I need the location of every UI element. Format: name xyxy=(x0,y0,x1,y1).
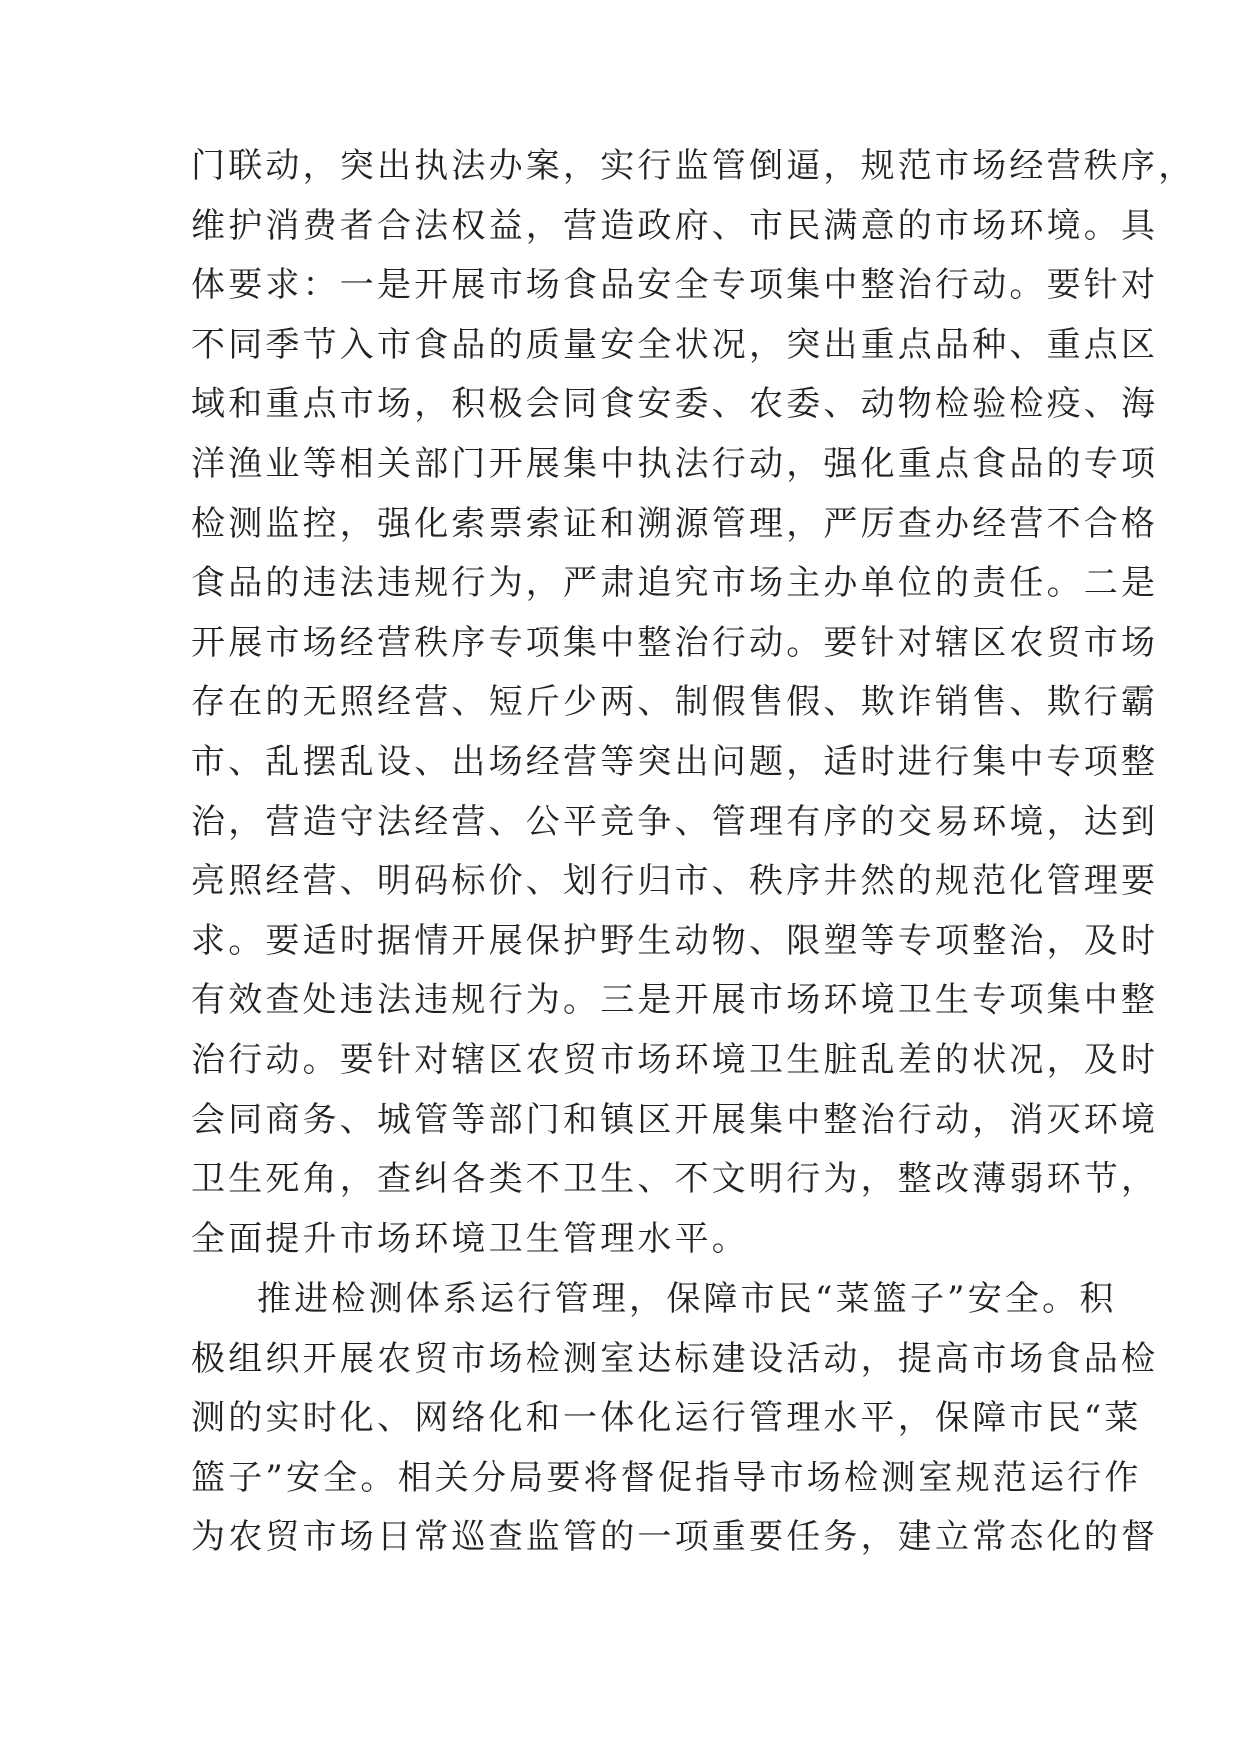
text-line: 市、乱摆乱设、出场经营等突出问题，适时进行集中专项整 xyxy=(191,741,1159,782)
text-line: 全面提升市场环境卫生管理水平。 xyxy=(191,1218,749,1259)
text-line: 有效查处违法违规行为。三是开展市场环境卫生专项集中整 xyxy=(191,980,1159,1021)
text-line: 会同商务、城管等部门和镇区开展集中整治行动，消灭环境 xyxy=(191,1099,1159,1140)
text-line: 为农贸市场日常巡查监管的一项重要任务，建立常态化的督 xyxy=(191,1517,1159,1558)
text-line: 维护消费者合法权益，营造政府、市民满意的市场环境。具 xyxy=(191,205,1159,246)
text-line: 推进检测体系运行管理，保障市民“菜篮子”安全。积 xyxy=(257,1279,1117,1319)
text-line: 篮子”安全。相关分局要将督促指导市场检测室规范运行作 xyxy=(191,1457,1142,1498)
text-line: 域和重点市场，积极会同食安委、农委、动物检验检疫、海 xyxy=(191,384,1159,425)
text-line: 卫生死角，查纠各类不卫生、不文明行为，整改薄弱环节， xyxy=(191,1159,1159,1200)
text-line: 亮照经营、明码标价、划行归市、秩序井然的规范化管理要 xyxy=(191,861,1159,902)
text-line: 治，营造守法经营、公平竞争、管理有序的交易环境，达到 xyxy=(191,801,1159,842)
text-line: 开展市场经营秩序专项集中整治行动。要针对辖区农贸市场 xyxy=(191,622,1159,663)
text-line: 求。要适时据情开展保护野生动物、限塑等专项整治，及时 xyxy=(191,920,1159,961)
text-line: 测的实时化、网络化和一体化运行管理水平，保障市民“菜 xyxy=(191,1398,1142,1439)
paragraph-inspection-system xyxy=(191,1270,1159,1568)
text-line: 不同季节入市食品的质量安全状况，突出重点品种、重点区 xyxy=(191,324,1159,365)
text-line: 治行动。要针对辖区农贸市场环境卫生脏乱差的状况，及时 xyxy=(191,1039,1159,1080)
text-line: 体要求：一是开展市场食品安全专项集中整治行动。要针对 xyxy=(191,265,1159,306)
text-line: 存在的无照经营、短斤少两、制假售假、欺诈销售、欺行霸 xyxy=(191,682,1159,723)
text-line: 检测监控，强化索票索证和溯源管理，严厉查办经营不合格 xyxy=(191,503,1159,544)
text-line: 食品的违法违规行为，严肃追究市场主办单位的责任。二是 xyxy=(191,563,1159,604)
text-line: 门联动，突出执法办案，实行监管倒逼，规范市场经营秩序， xyxy=(191,146,1196,186)
paragraph-market-regulation xyxy=(191,137,1196,1269)
text-line: 洋渔业等相关部门开展集中执法行动，强化重点食品的专项 xyxy=(191,443,1159,484)
text-line: 极组织开展农贸市场检测室达标建设活动，提高市场食品检 xyxy=(191,1338,1159,1379)
